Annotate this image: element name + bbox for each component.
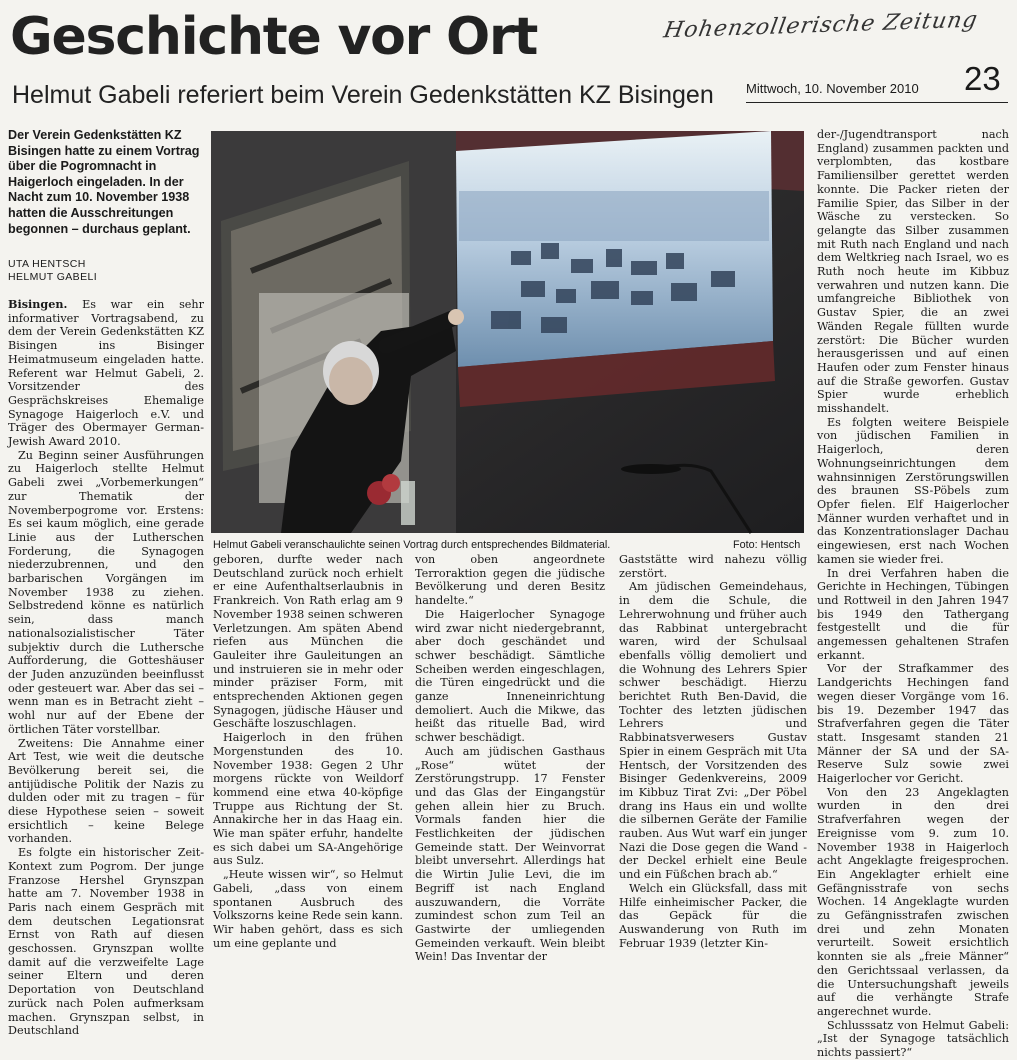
- article-paragraph: Es folgten weitere Beispiele von jüdischen Familien in Haigerloch, deren Wohnungseinrichtungen dem wahnsinnigen Zerstörungswillen des braunen SS-Pöbels zum Opfer fielen. Elf Haigerlocher Männer wurden verhaftet und in das Konzentrationslager Dachau eingewiesen, erst nach Wochen kamen sie wieder frei.: [817, 415, 1009, 566]
- article-photo: [211, 131, 804, 533]
- dateline-city: Bisingen.: [8, 297, 68, 311]
- article-paragraph: Vor der Strafkammer des Landgerichts Hechingen fand wegen dieser Vorgänge vom 16. bis 19. Dezember 1947 das Strafverfahren gegen die Täter statt. Insgesamt standen 21 Männer der SA und der SA-Reserve Sulz sowie zwei Haigerlocher vor Gericht.: [817, 662, 1009, 786]
- article-column-1: [8, 297, 204, 1038]
- article-column-3: [415, 553, 605, 964]
- article-paragraph: Bisingen. Es war ein sehr informativer Vortragsabend, zu dem der Verein Gedenkstätten KZ Bisingen ins Bisinger Heimatmuseum eingeladen hatte. Referent war Helmut Gabeli, 2. Vorsitzender des Gesprächskreises Ehemalige Synagoge Haigerloch e.V. und Träger des Obermayer German-Jewish Award 2010.: [8, 297, 204, 449]
- article-paragraph: Die Haigerlocher Synagoge wird zwar nicht niedergebrannt, aber doch geschändet und schwer beschädigt. Sämtliche Scheiben werden eingeschlagen, die Türen eingedrückt und die ganze Inneneinrichtung demoliert. Auch die Mikwe, das heißt das rituelle Bad, wird schwer beschädigt.: [415, 607, 605, 745]
- newspaper-masthead-handwritten: Hohenzollerische Zeitung: [661, 7, 980, 44]
- header-rule: [746, 102, 1008, 103]
- subheadline: Helmut Gabeli referiert beim Verein Gedenkstätten KZ Bisingen: [12, 81, 714, 109]
- article-paragraph: Gaststätte wird nahezu völlig zerstört.: [619, 553, 807, 580]
- article-paragraph: Von den 23 Angeklagten wurden in den drei Strafverfahren wegen der Ereignisse vom 9. zum 10. November 1938 in Haigerloch acht Angeklagte freigesprochen. Ein Angeklagter erhielt eine Gefängnisstrafe von sechs Wochen. 14 Angeklagte wurden zu Gefängnisstrafen zwischen drei und zehn Monaten verurteilt. Soweit ersichtlich konnten sie als „freie Männer“ den Gerichtssaal verlassen, da die Untersuchungshaft jeweils auf die verhängte Strafe angerechnet wurde.: [817, 785, 1009, 1018]
- article-paragraph: Schlusssatz von Helmut Gabeli: „Ist der Synagoge tatsächlich nichts passiert?“: [817, 1018, 1009, 1060]
- article-paragraph: „Heute wissen wir“, so Helmut Gabeli, „dass von einem spontanen Ausbruch des Volkszorns keine Rede sein kann. Wir haben gehört, dass es sich um eine geplante und: [213, 868, 403, 950]
- article-paragraph: Es folgte ein historischer Zeit-Kontext zum Pogrom. Der junge Franzose Hershel Grynszpan hatte am 7. November 1938 in Paris nach einem Gespräch mit dem deutschen Legationsrat Ernst von Rath auf diesen geschossen. Grynszpan wollte damit auf die verzweifelte Lage seiner Eltern und deren Deportation von Deutschland zurück nach Polen aufmerksam machen. Grynszpan selbst, in Deutschland: [8, 846, 204, 1038]
- article-paragraph: Am jüdischen Gemeindehaus, in dem die Schule, die Lehrerwohnung und früher auch das Rabbinat untergebracht waren, wird der Schulsaal ebenfalls völlig demoliert und die Wohnung des Lehrers Spier schwer beschädigt. Hierzu berichtet Ruth Ben-David, die Tochter des letzten jüdischen Lehrers und Rabbinatsverwesers Gustav Spier in einem Gespräch mit Uta Hentsch, der Vorsitzenden des Bisinger Gedenkvereins, 2009 im Kibbuz Tirat Zvi: „Der Pöbel drang ins Haus ein und wollte die silbernen Geräte der Familie rauben. Aus Wut warf ein junger Nazi die Dose gegen die Wand - der Deckel erhielt eine Beule und ein Füßchen brach ab.“: [619, 580, 807, 882]
- article-paragraph: Zu Beginn seiner Ausführungen zu Haigerloch stellte Helmut Gabeli zwei „Vorbemerkungen“ zur Thematik der Novemberpogrome vor. Erstens: Es sei kaum möglich, eine gerade Linie aus der Lutherschen Forderung, die Synagogen niederzubrennen, und den barbarischen Vorgängen im November 1938 zu ziehen. Selbstredend könne es natürlich sein, dass manch nationalsozialistischer Täter subjektiv durch die Luthersche Aufforderung, die Gotteshäuser der Juden anzuzünden beeinflusst oder gesteuert war. Aber das sei – wenn man es in Betracht zieht – wohl nur auf der Ebene der örtlichen Täter vorstellbar.: [8, 448, 204, 736]
- article-paragraph: von oben angeordnete Terroraktion gegen die jüdische Bevölkerung und deren Besitz handelte.“: [415, 553, 605, 608]
- headline: Geschichte vor Ort: [10, 7, 538, 67]
- article-paragraph: Haigerloch in den frühen Morgenstunden des 10. November 1938: Gegen 2 Uhr morgens rückte von Weildorf kommend eine etwa 40-köpfige Truppe aus Richtung der St. Annakirche her in das Haag ein. Wie man später erfuhr, handelte es sich dabei um SA-Angehörige aus Sulz.: [213, 731, 403, 868]
- article-column-4: [619, 553, 807, 950]
- article-paragraph: Auch am jüdischen Gasthaus „Rose“ wütet der Zerstörungstrupp. 17 Fenster und das Glas der Eingangstür gehen allein hier zu Bruch. Vormals fanden hier die Festlichkeiten der jüdischen Gemeinde statt. Der Weinvorrat bleibt unversehrt. Allerdings hat die Wirtin Julie Levi, die im Begriff ist nach England auszuwandern, die Vorräte zumindest schon zum Teil an Gastwirte der umliegenden Gemeinden verkauft. Wein bleibt Wein! Das Inventar der: [415, 744, 605, 964]
- article-paragraph: geboren, durfte weder nach Deutschland zurück noch erhielt er eine Aufenthaltserlaubnis in Frankreich. Von Rath erlag am 9 November 1938 seinen schweren Verletzungen. Am späten Abend riefen aus München die Gauleiter ihre Gauleitungen an und instruieren sie in mehr oder minder präziser Form, mit entsprechenden Aktionen gegen Synagogen, jüdische Häuser und Geschäfte loszuschlagen.: [213, 553, 403, 731]
- author-byline: [8, 258, 203, 283]
- article-paragraph: der-/Jugendtransport nach England) zusammen packten und verplombten, das kostbare Familiensilber gerettet werden konnte. Die Packer rieten der Familie Spier, das Silber in der Wäsche zu verstecken. So gelangte das Silber zusammen mit Ruth nach England und nach dem Weltkrieg nach Israel, wo es Ruth noch heute im Kibbuz verwahren und nutzen kann. Die umfangreiche Bibliothek von Gustav Spier, die an zwei Wänden Regale füllten wurde zerstört: Die Bücher wurden herausgerissen und auf einen Haufen oder zum Fenster hinaus auf die Straße geworfen. Gustav Spier wurde erheblich misshandelt.: [817, 128, 1009, 416]
- article-paragraph: Welch ein Glücksfall, dass mit Hilfe einheimischer Packer, die das Gepäck für die Auswanderung von Ruth im Februar 1939 (letzter Kin-: [619, 881, 807, 950]
- author-name: HELMUT GABELI: [8, 270, 98, 283]
- article-column-5: [817, 128, 1009, 1060]
- article-column-2: [213, 553, 403, 950]
- article-paragraph: Zweitens: Die Annahme einer Art Test, wie weit die deutsche Bevölkerung bereit sei, die antijüdische Politik der Nazis zu dulden oder mit zu tragen – für diese Hypothese seien – soweit ersichtlich – keine Belege vorhanden.: [8, 736, 204, 846]
- article-lead: Der Verein Gedenkstätten KZ Bisingen hatte zu einem Vortrag über die Pogromnacht in Haigerloch eingeladen. In der Nacht zum 10. November 1938 hatten die Ausschreitungen begonnen – durchaus geplant.: [8, 128, 200, 236]
- article-paragraph: In drei Verfahren haben die Gerichte in Hechingen, Tübingen und Rottweil in den Jahren 1947 bis 1949 den Tathergang festgestellt und die für angemessen gehaltenen Strafen erkannt.: [817, 566, 1009, 662]
- photo-caption: Helmut Gabeli veranschaulichte seinen Vortrag durch entsprechendes Bildmaterial.: [213, 539, 611, 551]
- photo-credit: Foto: Hentsch: [733, 539, 801, 551]
- issue-date: Mittwoch, 10. November 2010: [746, 81, 919, 96]
- author-name: UTA HENTSCH: [8, 258, 86, 270]
- photo-illustration: [211, 131, 804, 533]
- page-number: 23: [964, 60, 1001, 97]
